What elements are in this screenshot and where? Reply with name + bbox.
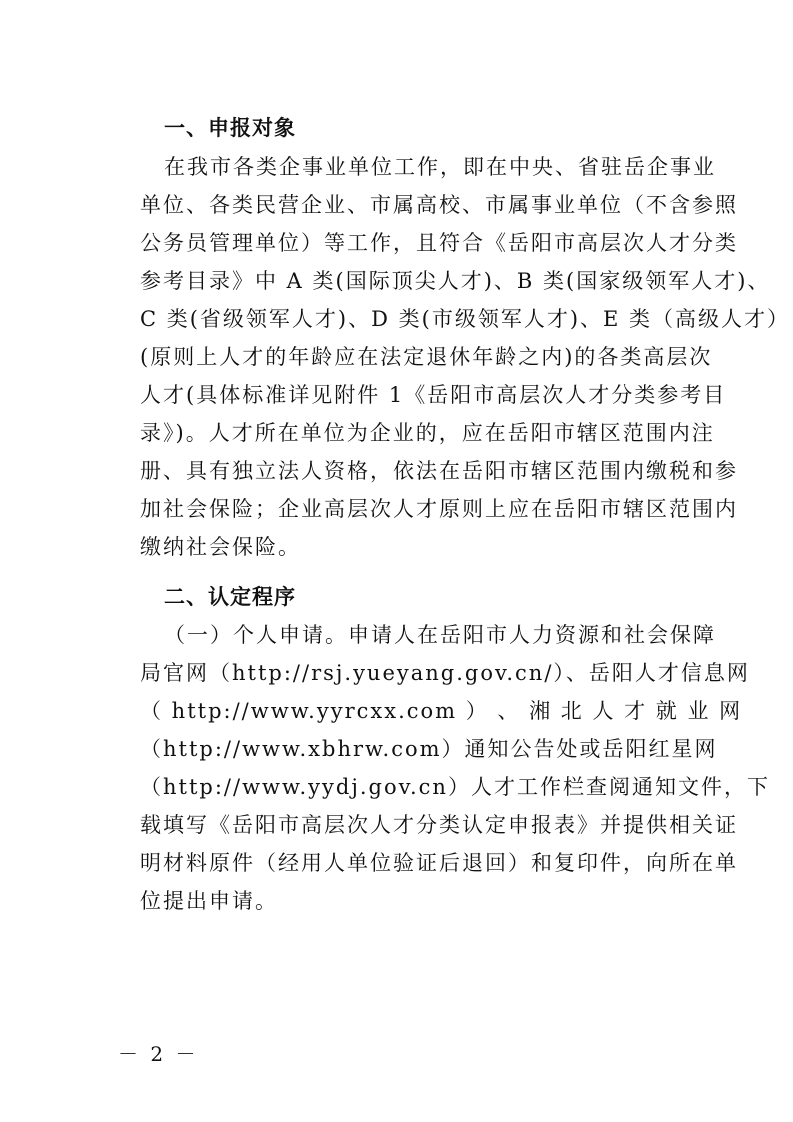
paragraph-line: 明材料原件（经用人单位验证后退回）和复印件，向所在单: [140, 851, 738, 875]
paragraph-line: 单位、各类民营企业、市属高校、市属事业单位（不含参照: [140, 193, 738, 217]
paragraph-line: 公务员管理单位）等工作，且符合《岳阳市高层次人才分类: [140, 231, 738, 255]
paragraph-line: （一）个人申请。申请人在岳阳市人力资源和社会保障: [164, 623, 716, 647]
paragraph-line: 位提出申请。: [140, 889, 278, 913]
section-heading-applicants: 一、申报对象: [164, 116, 296, 140]
paragraph-line: 人才(具体标准详见附件 1《岳阳市高层次人才分类参考目: [140, 383, 727, 407]
paragraph-line: 录》)。人才所在单位为企业的，应在岳阳市辖区范围内注: [140, 421, 715, 445]
paragraph-line: 缴纳社会保险。: [140, 535, 301, 559]
paragraph-line: (原则上人才的年龄应在法定退休年龄之内)的各类高层次: [140, 345, 713, 369]
paragraph-line: 在我市各类企事业单位工作，即在中央、省驻岳企事业: [164, 155, 716, 179]
page-number: － 2 －: [118, 1042, 199, 1066]
paragraph-line: C 类(省级领军人才)、D 类(市级领军人才)、E 类（高级人才）: [140, 307, 791, 331]
paragraph-line: 加社会保险；企业高层次人才原则上应在岳阳市辖区范围内: [140, 497, 738, 521]
paragraph-line: 局官网（http://rsj.yueyang.gov.cn/）、岳阳人才信息网: [140, 661, 750, 685]
paragraph-line: （http://www.yydj.gov.cn）人才工作栏查阅通知文件，下: [140, 775, 770, 799]
paragraph-line: （http://www.xbhrw.com）通知公告处或岳阳红星网: [140, 737, 718, 761]
paragraph-line: 册、具有独立法人资格，依法在岳阳市辖区范围内缴税和参: [140, 459, 738, 483]
section-heading-procedure: 二、认定程序: [164, 585, 296, 609]
paragraph-line: 参考目录》中 A 类(国际顶尖人才)、B 类(国家级领军人才)、: [140, 269, 771, 293]
paragraph-line: 载填写《岳阳市高层次人才分类认定申报表》并提供相关证: [140, 813, 738, 837]
paragraph-line: （ http://www.yyrcxx.com ） 、 湘 北 人 才 就 业 网: [140, 699, 743, 723]
